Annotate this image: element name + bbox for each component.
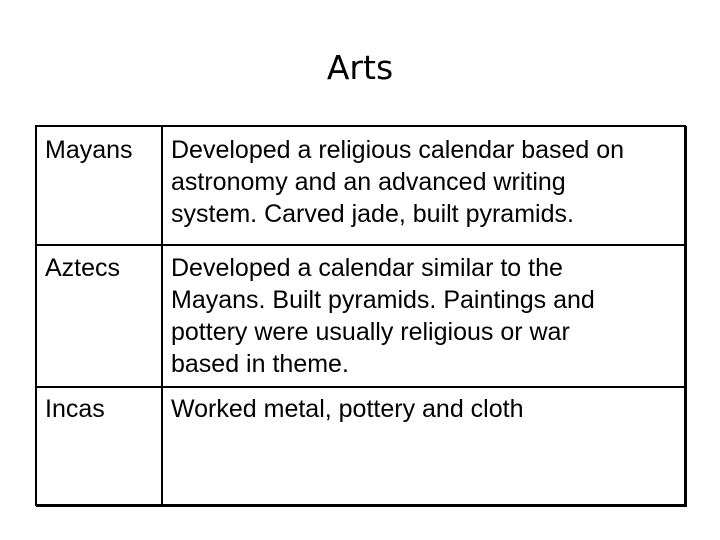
page-title: Arts bbox=[326, 48, 394, 87]
column-divider bbox=[161, 127, 163, 504]
row-divider bbox=[37, 244, 684, 246]
arts-description-mayans: Developed a religious calendar based on astronomy and an advanced writing system. Carved jade, built pyramids. bbox=[171, 136, 625, 228]
civilization-name-mayans: Mayans bbox=[45, 136, 133, 164]
civilization-name-aztecs: Aztecs bbox=[45, 254, 121, 282]
arts-description-aztecs: Developed a calendar similar to the Mayans. Built pyramids. Paintings and pottery were usually religious or war based in theme. bbox=[171, 254, 595, 378]
row-divider bbox=[37, 386, 684, 388]
arts-table bbox=[35, 125, 686, 506]
civilization-name-incas: Incas bbox=[45, 395, 105, 423]
arts-description-incas: Worked metal, pottery and cloth bbox=[171, 395, 524, 423]
